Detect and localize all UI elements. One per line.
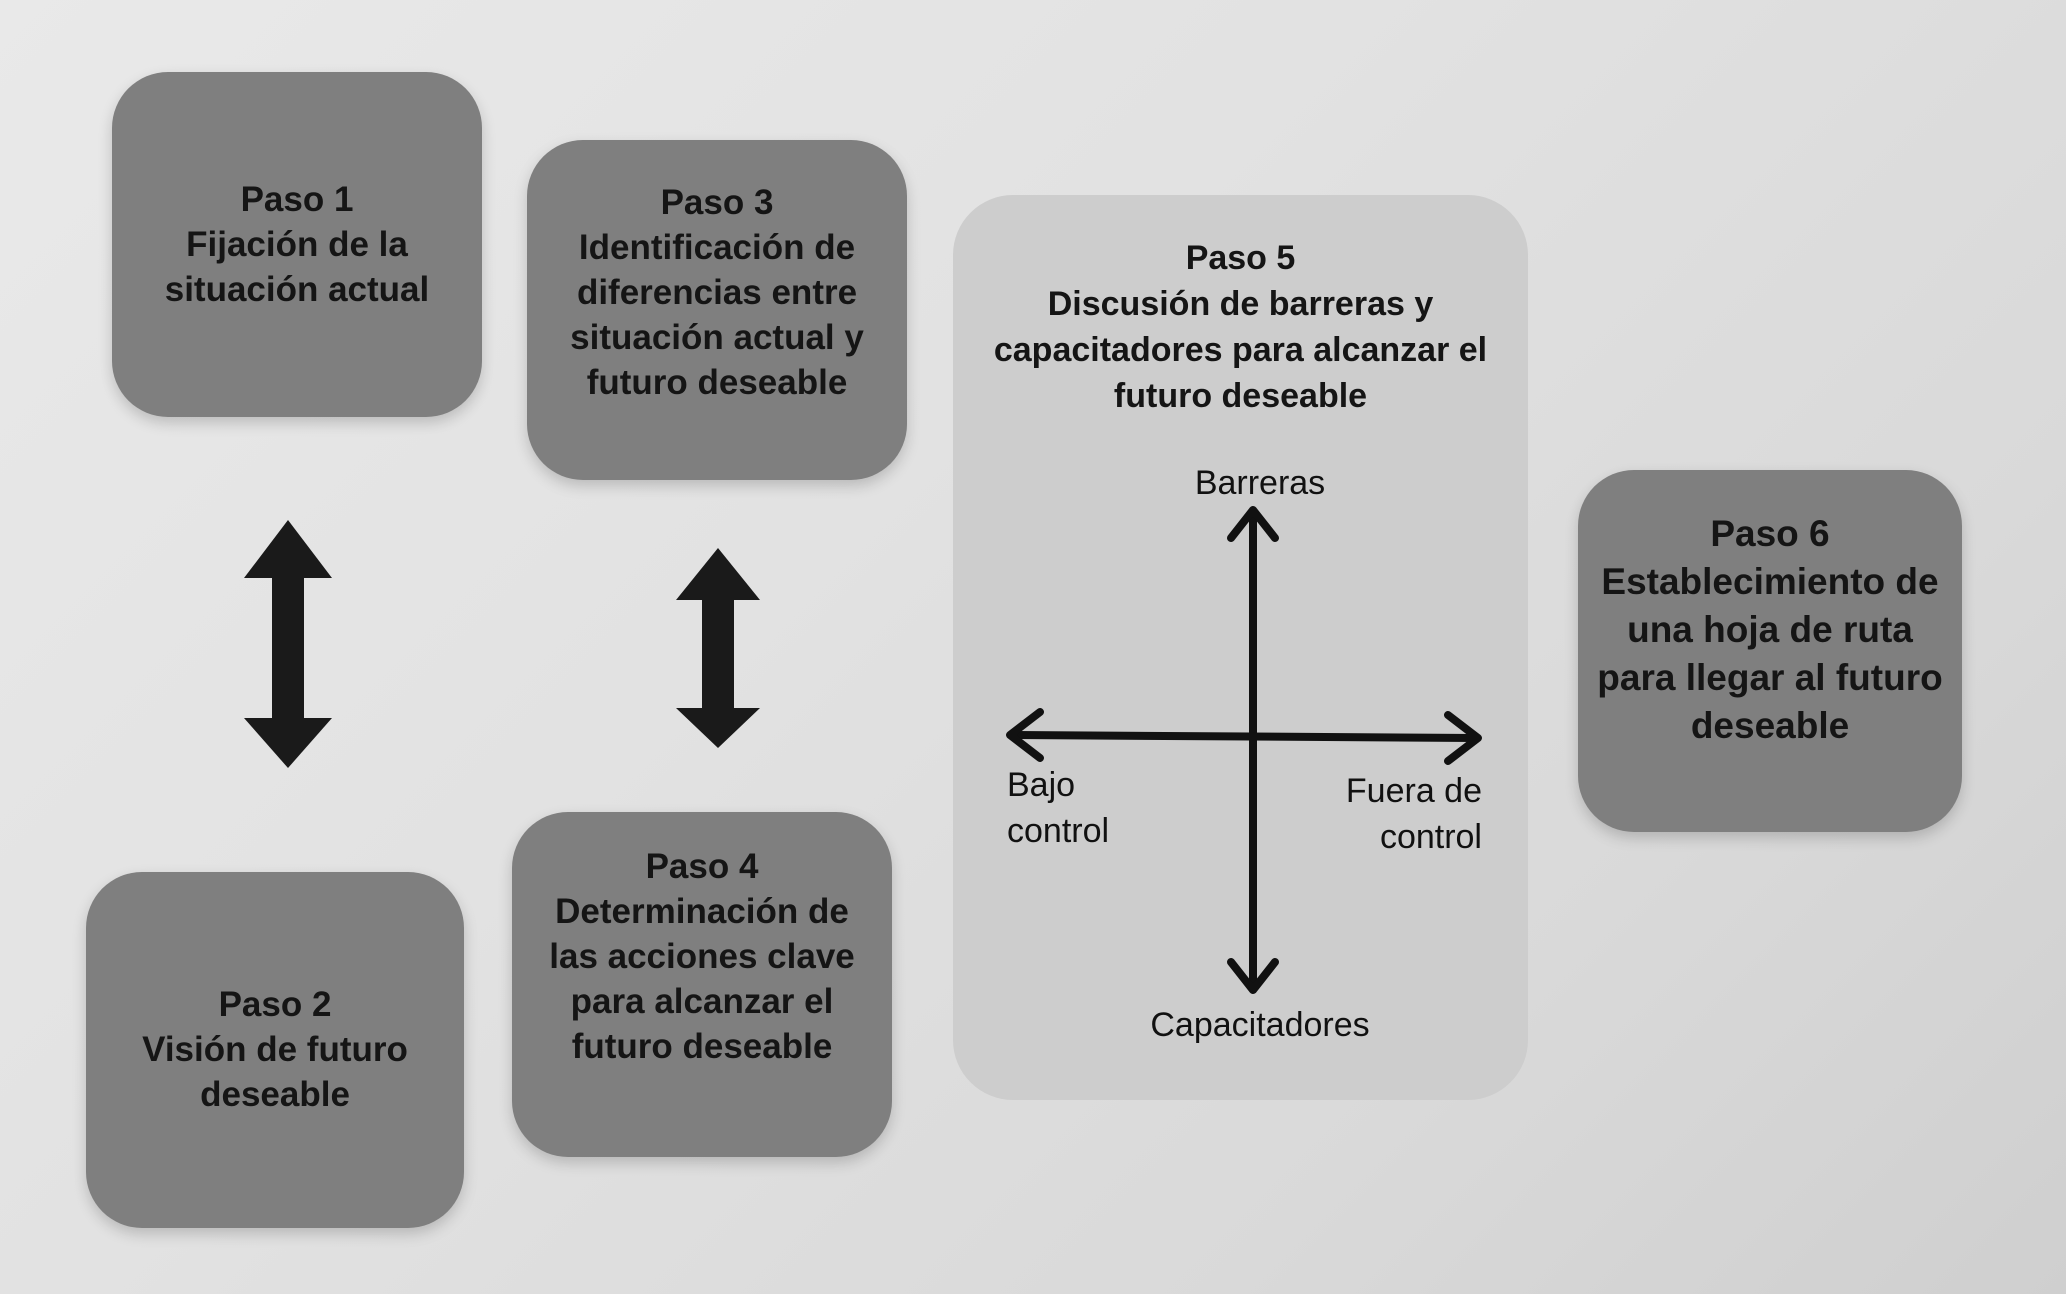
quadrant-label-fuera-de-control: Fuera de control: [1345, 772, 1482, 856]
quadrant-label-bajo-control: Bajo control: [1007, 766, 1110, 850]
step-6-title: Paso 6: [1710, 513, 1830, 554]
quadrant-axes: [1010, 510, 1478, 990]
double-arrow-step1-step2: [244, 520, 332, 768]
quadrant-label-barreras: Barreras: [1194, 464, 1326, 502]
step-3-text: Identificación de diferencias entre situación actual y futuro deseable: [570, 228, 864, 402]
step-1-title: Paso 1: [240, 180, 354, 219]
step-5-text: Discusión de barreras y capacitadores para alcanzar el futuro deseable: [993, 285, 1488, 415]
step-4-title: Paso 4: [645, 847, 759, 886]
step-1-text: Fijación de la situación actual: [164, 225, 430, 309]
quadrant-label-capacitadores: Capacitadores: [1150, 1006, 1370, 1044]
step-2-text: Visión de futuro deseable: [142, 1030, 408, 1114]
double-arrow-step3-step4: [676, 548, 760, 748]
step-5-title: Paso 5: [1185, 239, 1296, 277]
step-3-title: Paso 3: [660, 183, 774, 222]
step-4-text: Determinación de las acciones clave para alcanzar el futuro deseable: [549, 892, 855, 1066]
step-6-text: Establecimiento de una hoja de ruta para llegar al futuro deseable: [1597, 561, 1943, 746]
step-2-title: Paso 2: [218, 985, 332, 1024]
